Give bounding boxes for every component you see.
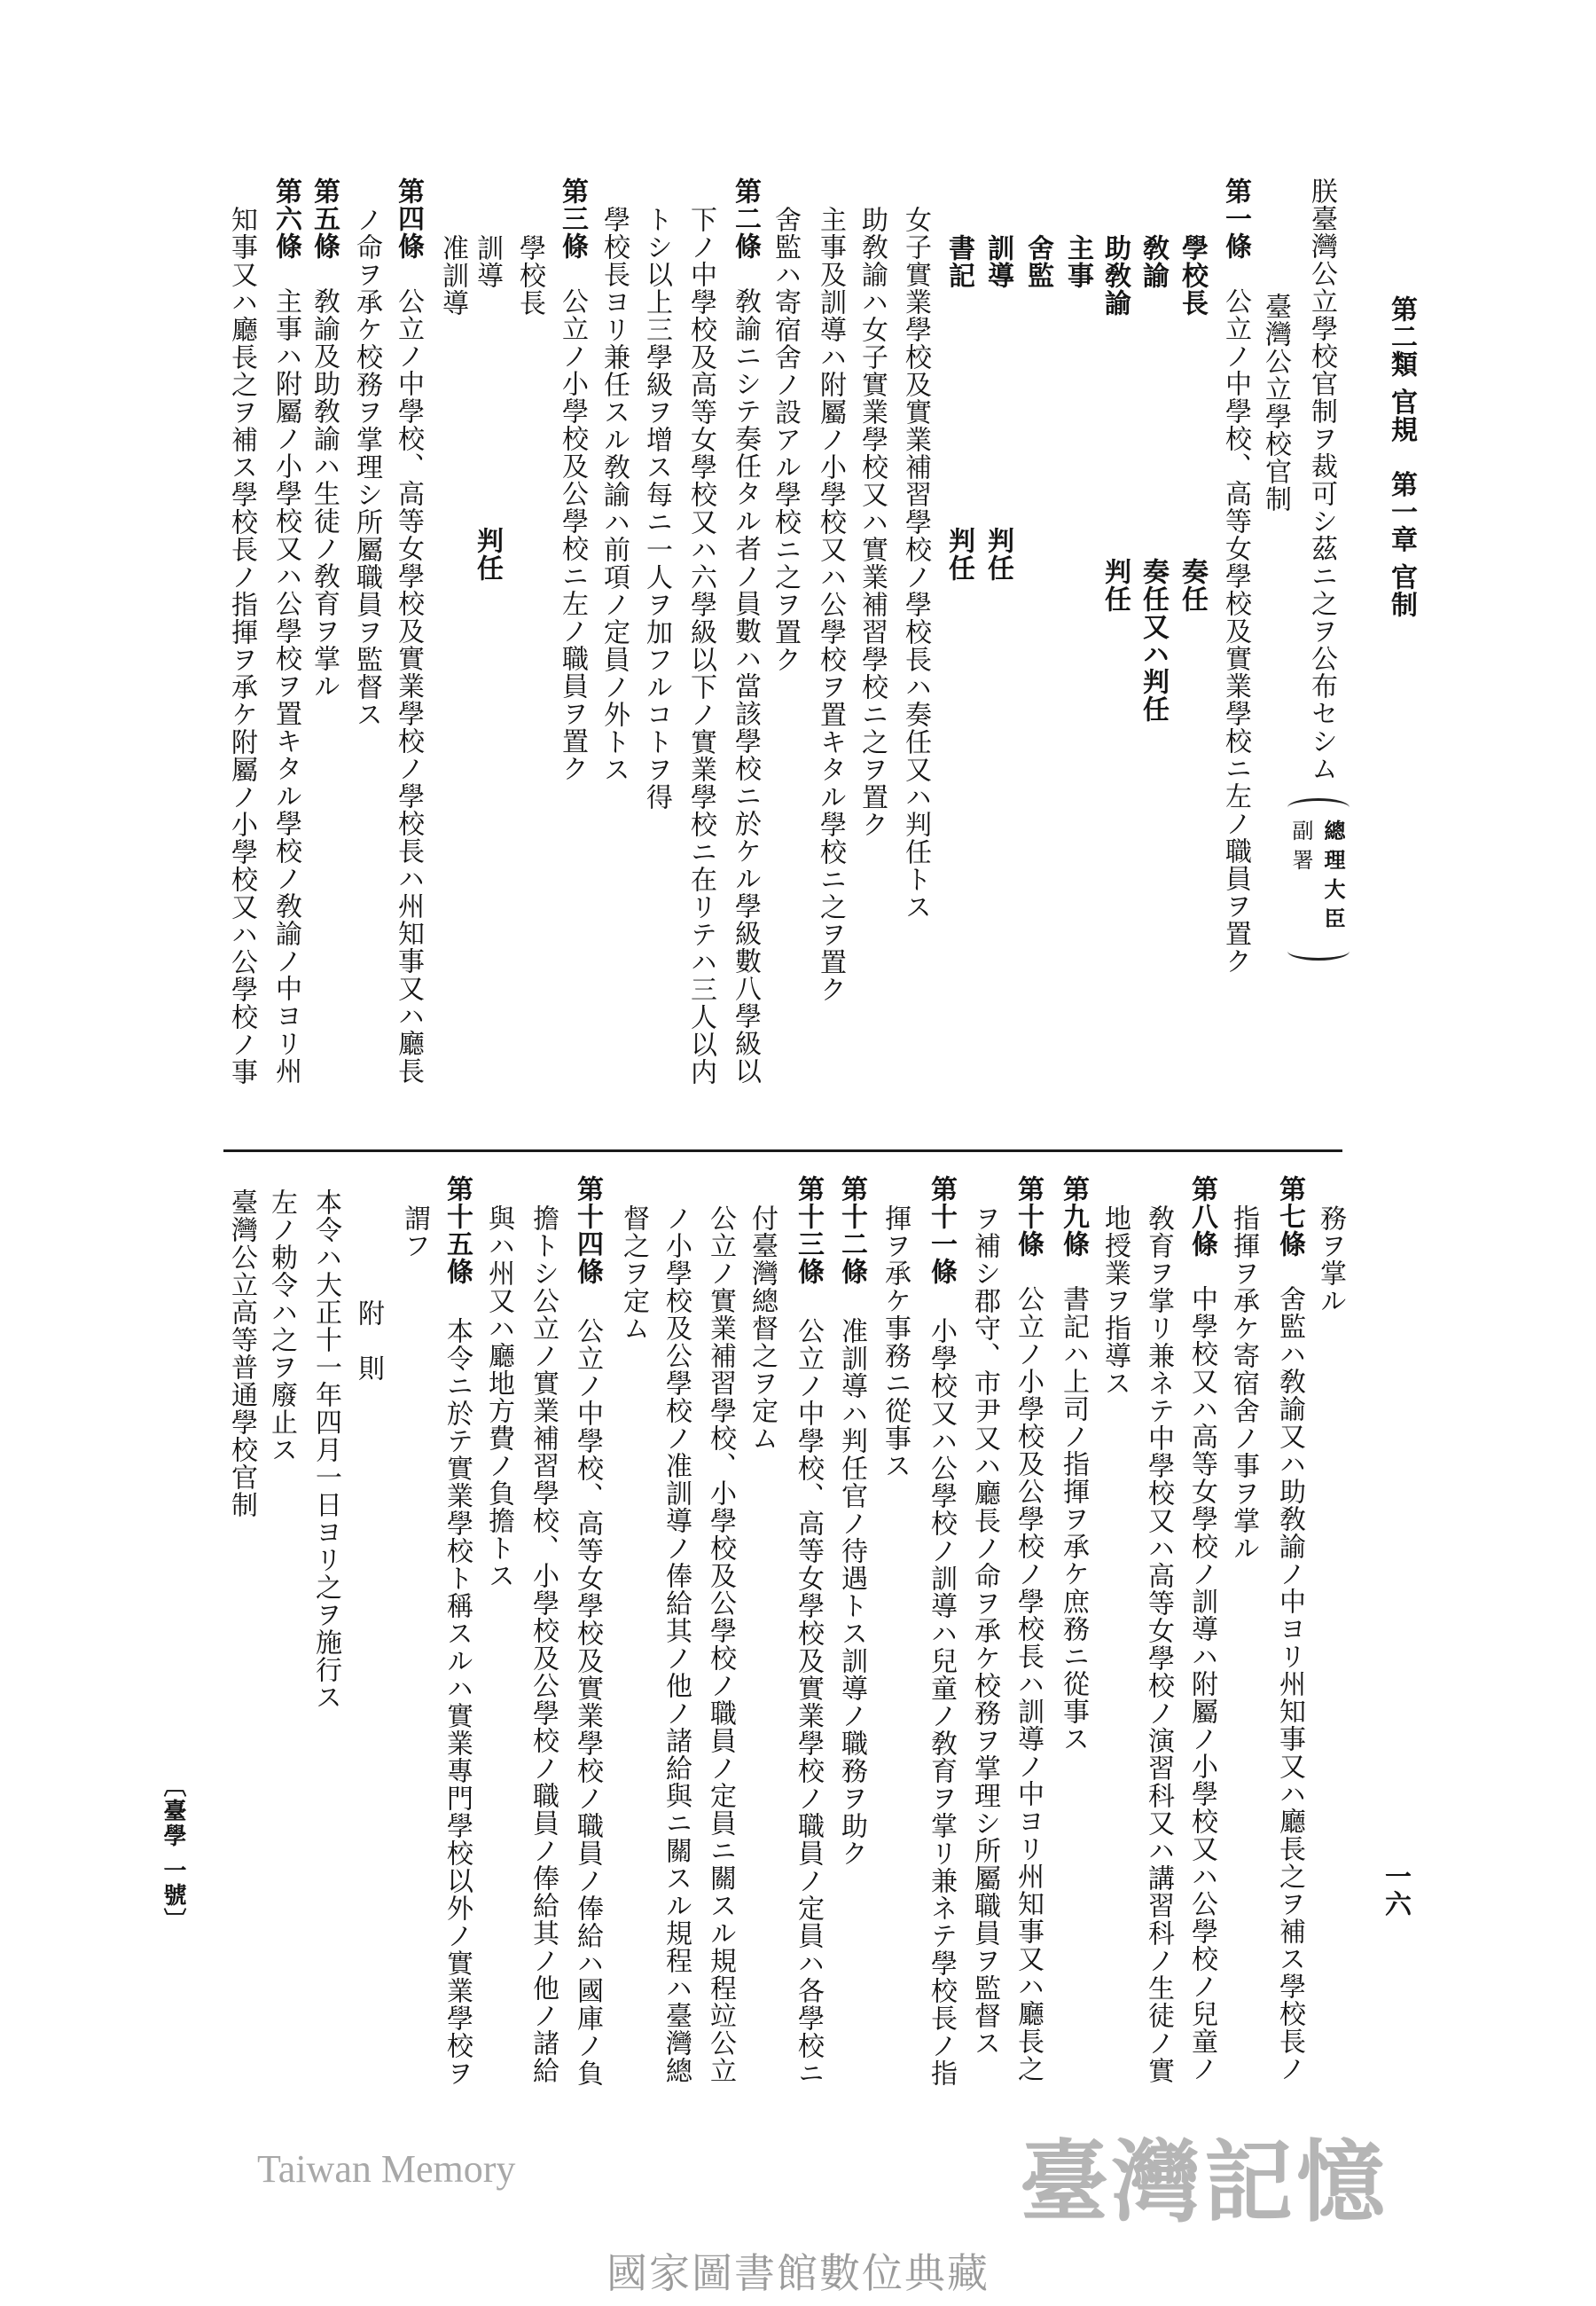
text-line: 主事及訓導ハ附屬ノ小學校又ハ公學校ヲ置キタル學校ニ之ヲ置ク xyxy=(815,206,846,1003)
text-line: 與ハ州又ハ廳地方費ノ負擔トス xyxy=(483,1204,514,1589)
staff-position: 書記 xyxy=(943,234,974,289)
text-line: 公立ノ實業補習學校、小學校及公學校ノ職員ノ定員ニ關スル規程竝公立 xyxy=(705,1204,736,2084)
text-line: ノ命ヲ承ケ校務ヲ掌理シ所屬職員ヲ監督ス xyxy=(351,206,382,728)
law-title: 臺灣公立學校官制 xyxy=(1260,293,1291,513)
text-line: 本令ハ大正十一年四月一日ヨリ之ヲ施行ス xyxy=(310,1188,341,1711)
staff-rank: 判任 xyxy=(982,527,1013,582)
article-text: 敎諭及助敎諭ハ生徒ノ敎育ヲ掌ル xyxy=(309,287,340,700)
article-heading: 第八條 xyxy=(1186,1175,1217,1258)
staff-rank: 判任 xyxy=(943,527,974,582)
staff-position: 訓導 xyxy=(472,234,503,289)
taiwan-memory-watermark-latin: Taiwan Memory xyxy=(257,2147,516,2191)
text-line: ノ小學校及公學校ノ准訓導ノ俸給其ノ他ノ諸給與ニ關スル規程ハ臺灣總 xyxy=(661,1204,692,2084)
article-text: 主事ハ附屬ノ小學校又ハ公學校ヲ置キタル學校ノ敎諭ノ中ヨリ州 xyxy=(270,287,301,1085)
text-line: 擔トシ公立ノ實業補習學校、小學校及公學校ノ職員ノ俸給其ノ他ノ諸給 xyxy=(528,1204,559,2084)
text-line: 務ヲ掌ル xyxy=(1315,1204,1346,1314)
countersign-minister: 總理大臣 xyxy=(1320,820,1346,937)
text-line: 附 則 xyxy=(353,1299,384,1382)
text-line: 揮ヲ承ケ事務ニ從事ス xyxy=(880,1204,911,1479)
text-line: 敎育ヲ掌リ兼ネテ中學校又ハ高等女學校ノ演習科又ハ講習科ノ生徒ノ實 xyxy=(1143,1204,1174,2084)
staff-rank: 奏任又ハ判任 xyxy=(1138,558,1169,723)
text-line: 督之ヲ定ム xyxy=(618,1204,649,1342)
page-number: 一六 xyxy=(1380,1863,1411,1918)
article-heading: 第三條 xyxy=(557,177,588,260)
article-heading: 第十三條 xyxy=(793,1175,824,1285)
article-heading: 第十條 xyxy=(1013,1175,1044,1258)
article-text: 書記ハ上司ノ指揮ヲ承ケ庶務ニ從事ス xyxy=(1058,1285,1089,1753)
article-heading: 第七條 xyxy=(1274,1175,1305,1258)
text-line: トシ以上三學級ヲ增ス每ニ一人ヲ加フルコトヲ得 xyxy=(641,206,672,811)
staff-position: 學校長 xyxy=(1177,234,1208,317)
article-heading: 第十四條 xyxy=(572,1175,603,1285)
article-heading: 第四條 xyxy=(393,177,424,260)
text-line: 學校長ヨリ兼任スル敎諭ハ前項ノ定員ノ外トス xyxy=(598,206,630,783)
text-line: 謂フ xyxy=(399,1204,430,1259)
preamble-text: 朕臺灣公立學校官制ヲ裁可シ茲ニ之ヲ公布セシム xyxy=(1306,177,1337,782)
staff-position: 訓導 xyxy=(982,234,1013,289)
text-line: ヲ補シ郡守、市尹又ハ廳長ノ命ヲ承ケ校務ヲ掌理シ所屬職員ヲ監督ス xyxy=(969,1204,1000,2057)
text-line: 付臺灣總督之ヲ定ム xyxy=(747,1204,778,1452)
chapter-title: 第二類 官規 第一章 官制 xyxy=(1386,295,1417,618)
article-heading: 第九條 xyxy=(1058,1175,1089,1258)
countersign-label: 副署 xyxy=(1288,820,1313,878)
article-text: 小學校又ハ公學校ノ訓導ハ兒童ノ敎育ヲ掌リ兼ネテ學校長ノ指 xyxy=(926,1317,957,2087)
taiwan-memory-watermark: 臺灣記憶 xyxy=(1020,2130,1389,2234)
article-heading: 第十二條 xyxy=(836,1175,867,1285)
text-line: 女子實業學校及實業補習學校ノ學校長ハ奏任又ハ判任トス xyxy=(900,206,931,921)
article-heading: 第一條 xyxy=(1220,177,1251,260)
article-heading: 第五條 xyxy=(309,177,340,260)
text-line: 主事 xyxy=(1062,234,1093,289)
section-divider xyxy=(223,1149,1342,1152)
staff-rank: 判任 xyxy=(1099,558,1130,613)
text-line: 地授業ヲ指導ス xyxy=(1099,1204,1130,1397)
article-heading: 第十一條 xyxy=(926,1175,957,1285)
text-line: 准訓導 xyxy=(437,234,468,317)
text-line: 助敎諭ハ女子實業學校又ハ實業補習學校ニ之ヲ置ク xyxy=(857,206,888,838)
text-line: 下ノ中學校及高等女學校又ハ六學級以下ノ實業學校ニ在リテハ三人以内 xyxy=(685,206,716,1086)
article-text: 公立ノ中學校、高等女學校及實業學校ニ左ノ職員ヲ置ク xyxy=(1220,287,1251,975)
article-text: 本令ニ於テ實業學校ト稱スルハ實業專門學校以外ノ實業學校ヲ xyxy=(442,1317,473,2087)
text-line: 舍監ハ寄宿舍ノ設アル學校ニ之ヲ置ク xyxy=(770,206,801,673)
article-text: 公立ノ小學校及公學校ニ左ノ職員ヲ置ク xyxy=(557,287,588,782)
text-line: 學校長 xyxy=(514,234,545,317)
article-text: 公立ノ中學校、高等女學校及實業學校ノ學校長ハ州知事又ハ廳長 xyxy=(393,287,424,1085)
text-line: 知事又ハ廳長之ヲ補ス學校長ノ指揮ヲ承ケ附屬ノ小學校又ハ公學校ノ事 xyxy=(226,206,257,1086)
text-line: 舍監 xyxy=(1022,234,1053,289)
library-footer-watermark: 國家圖書館數位典藏 xyxy=(606,2249,990,2297)
volume-stamp: 〔臺學 一號〕 xyxy=(160,1774,186,1933)
text-line: 左ノ勅令ハ之ヲ廢止ス xyxy=(266,1188,297,1463)
staff-position: 敎諭 xyxy=(1138,234,1169,289)
text-line: 指揮ヲ承ケ寄宿舍ノ事ヲ掌ル xyxy=(1228,1204,1259,1562)
countersign-paren-bottom xyxy=(1287,942,1350,961)
staff-position: 助敎諭 xyxy=(1099,234,1130,317)
article-text: 舍監ハ敎諭又ハ助敎諭ノ中ヨリ州知事又ハ廳長之ヲ補ス學校長ノ xyxy=(1274,1285,1305,2082)
text-line: 臺灣公立高等普通學校官制 xyxy=(226,1188,257,1518)
article-heading: 第六條 xyxy=(270,177,301,260)
staff-rank: 判任 xyxy=(472,527,503,582)
countersign-paren-top xyxy=(1287,798,1350,817)
article-text: 公立ノ中學校、高等女學校及實業學校ノ職員ノ俸給ハ國庫ノ負 xyxy=(572,1317,603,2087)
article-heading: 第二條 xyxy=(730,177,761,260)
article-text: 敎諭ニシテ奏任タル者ノ員數ハ當該學校ニ於ケル學級數八學級以 xyxy=(730,287,761,1085)
article-text: 中學校又ハ高等女學校ノ訓導ハ附屬ノ小學校又ハ公學校ノ兒童ノ xyxy=(1186,1285,1217,2082)
article-heading: 第十五條 xyxy=(442,1175,473,1285)
article-text: 公立ノ小學校及公學校ノ學校長ハ訓導ノ中ヨリ州知事又ハ廳長之 xyxy=(1013,1285,1044,2082)
staff-rank: 奏任 xyxy=(1177,558,1208,613)
article-text: 准訓導ハ判任官ノ待遇トス訓導ノ職務ヲ助ク xyxy=(836,1317,867,1867)
article-text: 公立ノ中學校、高等女學校及實業學校ノ職員ノ定員ハ各學校ニ xyxy=(793,1317,824,2087)
